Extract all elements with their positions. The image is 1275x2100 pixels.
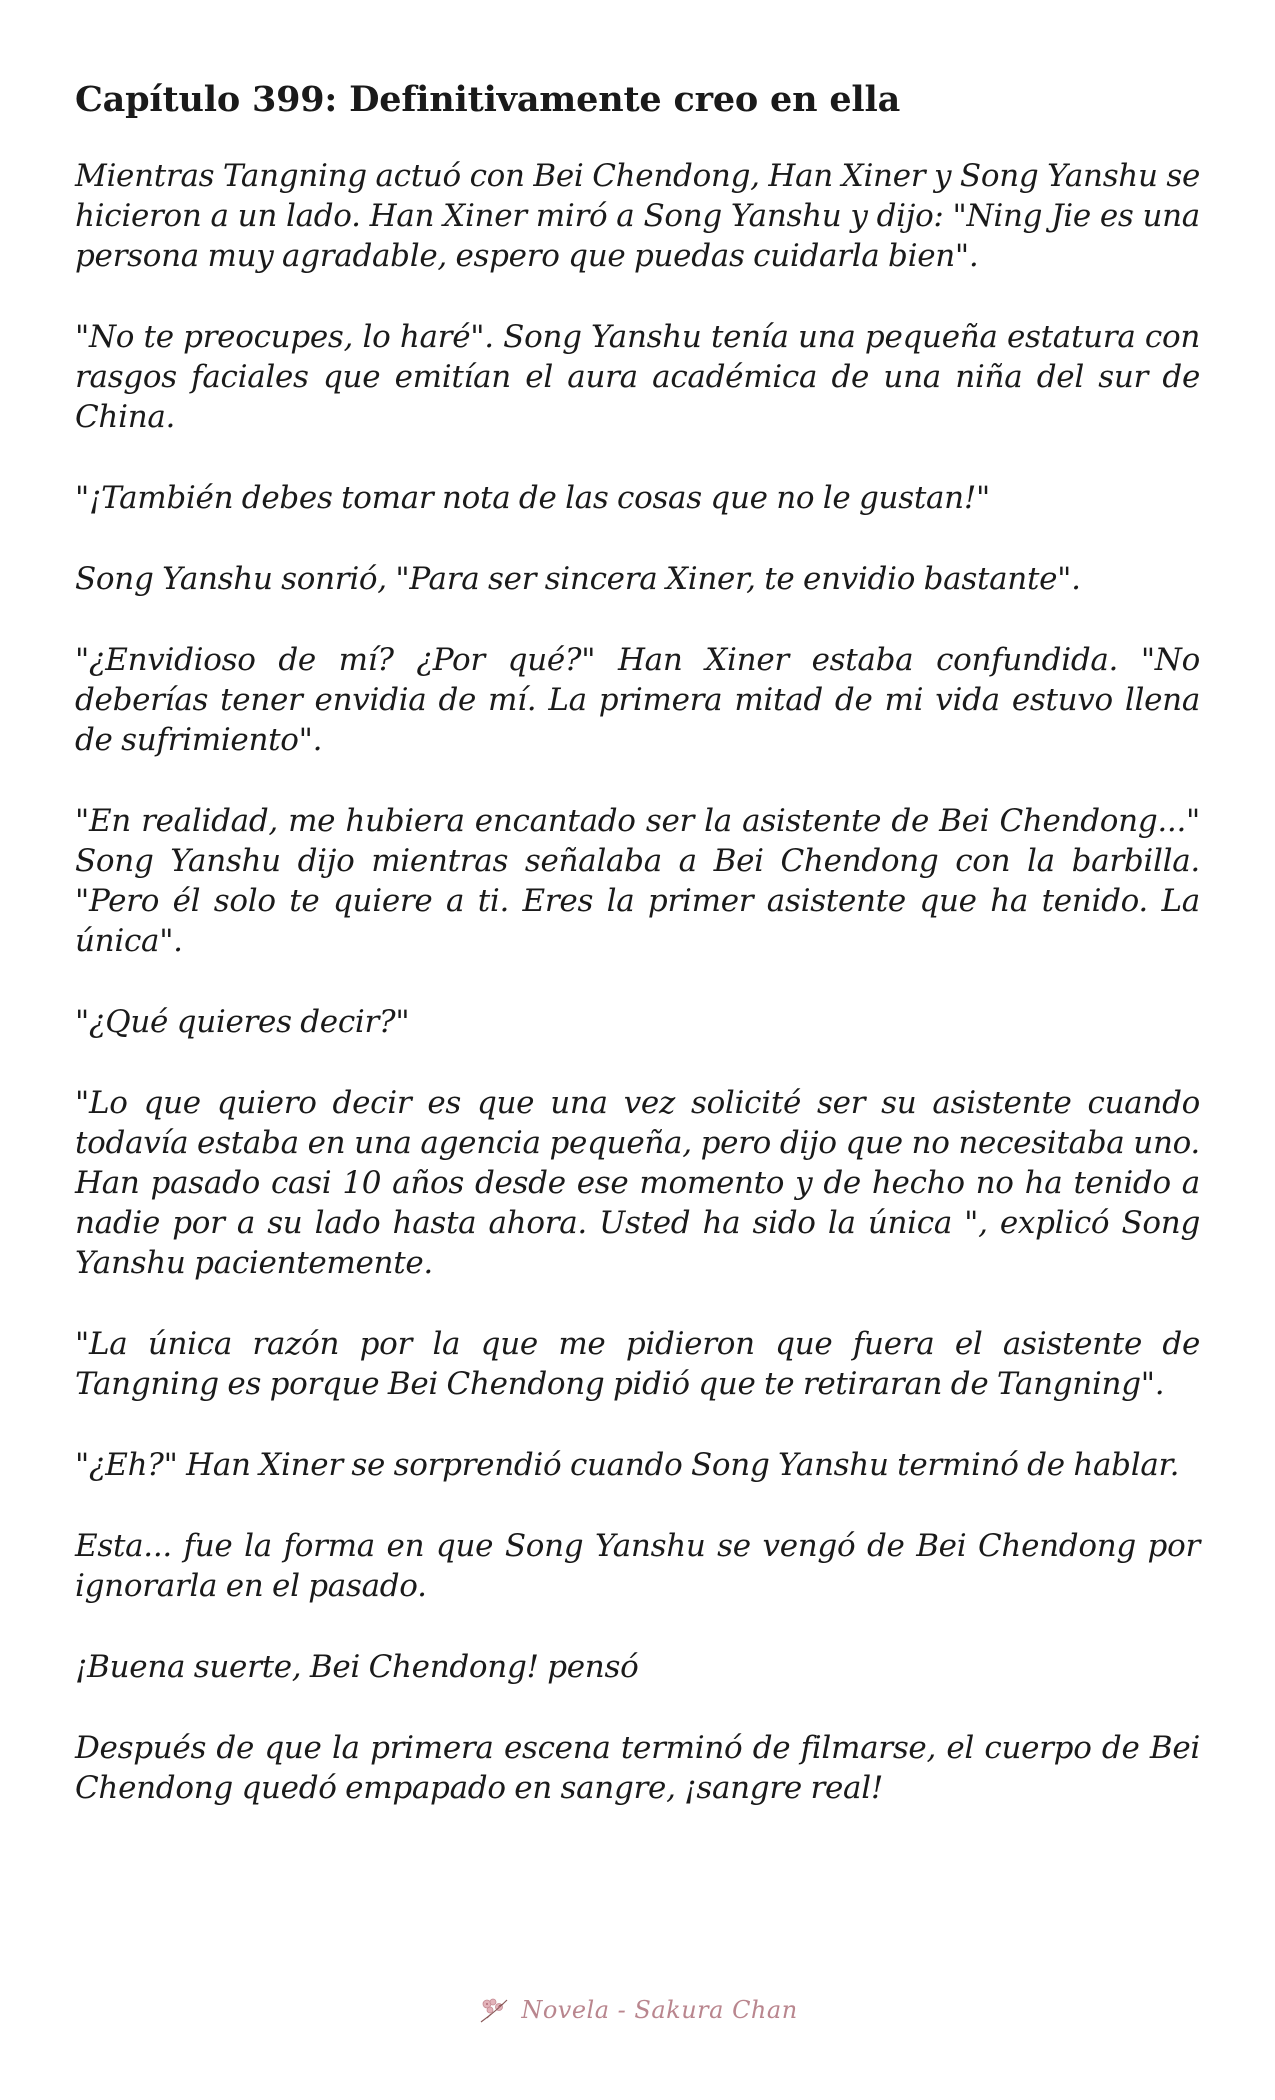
watermark-text: Novela - Sakura Chan — [521, 1996, 798, 2024]
watermark — [477, 1994, 797, 2026]
paragraph: "¿Envidioso de mí? ¿Por qué?" Han Xiner estaba confundida. "No deberías tener envidia de mí. La primera mitad de mi vida estuvo llena de sufrimiento". — [75, 642, 1200, 758]
document-page — [75, 76, 1200, 1849]
sakura-blossom-icon — [477, 1994, 513, 2026]
paragraph: ¡Buena suerte, Bei Chendong! pensó — [75, 1649, 639, 1685]
paragraph: Esta... fue la forma en que Song Yanshu se vengó de Bei Chendong por ignorarla en el pasado. — [75, 1528, 1200, 1604]
watermark-footer — [0, 1990, 1275, 2030]
paragraph: "Lo que quiero decir es que una vez solicité ser su asistente cuando todavía estaba en una agencia pequeña, pero dijo que no necesitaba uno. Han pasado casi 10 años desde ese momento y de hecho no ha tenido a nadie por a su lado hasta ahora. Usted ha sido la única ", explicó Song Yanshu pacientemente. — [75, 1085, 1200, 1281]
paragraph: "La única razón por la que me pidieron que fuera el asistente de Tangning es porque Bei Chendong pidió que te retiraran de Tangning". — [75, 1326, 1200, 1402]
paragraph: "¿Eh?" Han Xiner se sorprendió cuando Song Yanshu terminó de hablar. — [75, 1447, 1180, 1483]
paragraph: "¿Qué quieres decir?" — [75, 1004, 410, 1040]
paragraph: "En realidad, me hubiera encantado ser la asistente de Bei Chendong..." Song Yanshu dijo mientras señalaba a Bei Chendong con la barbilla. "Pero él solo te quiere a ti. Eres la primer asistente que ha tenido. La única". — [75, 803, 1200, 959]
paragraph: Song Yanshu sonrió, "Para ser sincera Xiner, te envidio bastante". — [75, 561, 1081, 597]
chapter-title: Capítulo 399: Definitivamente creo en ella — [75, 79, 901, 120]
paragraph: "¡También debes tomar nota de las cosas que no le gustan!" — [75, 480, 990, 516]
paragraph: "No te preocupes, lo haré". Song Yanshu tenía una pequeña estatura con rasgos faciales que emitían el aura académica de una niña del sur de China. — [75, 319, 1200, 435]
paragraph: Mientras Tangning actuó con Bei Chendong, Han Xiner y Song Yanshu se hicieron a un lado. Han Xiner miró a Song Yanshu y dijo: "Ning Jie es una persona muy agradable, espero que puedas cuidarla bien". — [75, 158, 1200, 274]
paragraph: Después de que la primera escena terminó de filmarse, el cuerpo de Bei Chendong quedó empapado en sangre, ¡sangre real! — [75, 1730, 1200, 1806]
